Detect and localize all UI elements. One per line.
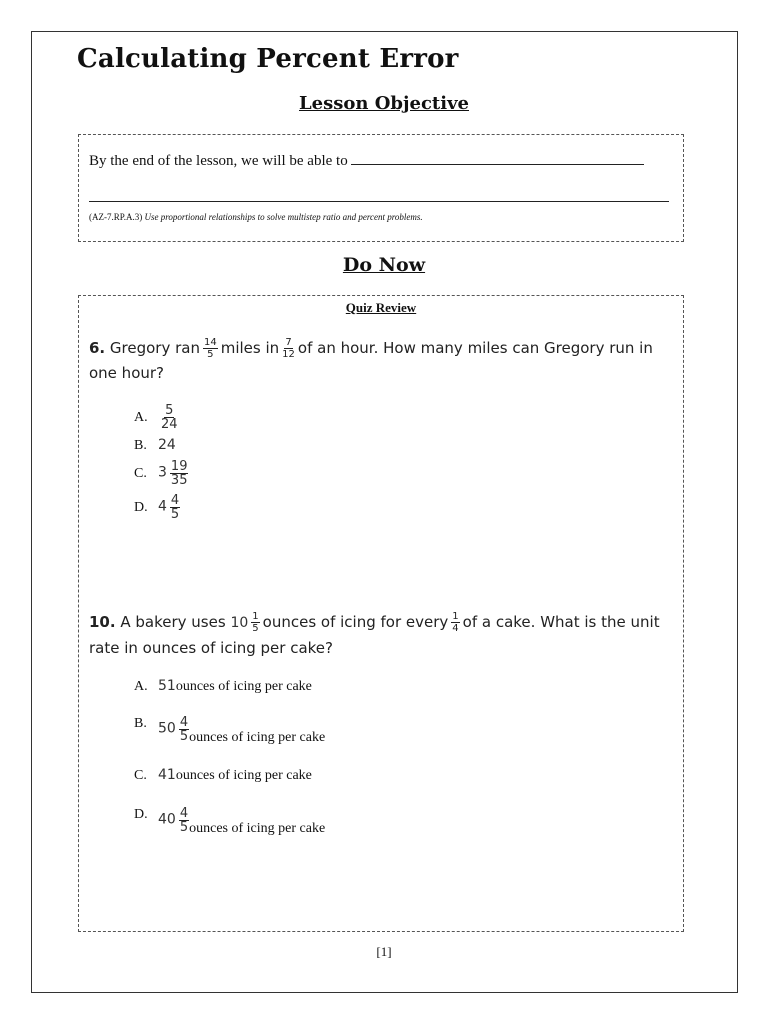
- question-text: ounces of icing for every: [262, 613, 449, 631]
- fraction: [203, 337, 218, 360]
- denominator: 5: [179, 820, 189, 835]
- answer-option-10c[interactable]: [134, 767, 312, 784]
- question-text: of a cake. What is the unit: [462, 613, 660, 631]
- answer-option-10b[interactable]: [134, 716, 325, 743]
- numerator: 1: [252, 611, 259, 622]
- numerator: 4: [179, 806, 189, 821]
- lesson-objective-heading: Lesson Objective: [299, 93, 469, 114]
- whole-number: 24: [158, 437, 176, 453]
- numerator: 7: [285, 337, 292, 348]
- question-text: A bakery uses: [120, 613, 226, 631]
- whole-number: 51: [158, 678, 176, 694]
- unit-text: ounces of icing per cake: [189, 820, 326, 836]
- denominator: 12: [282, 349, 295, 360]
- whole-number: 50: [158, 720, 176, 737]
- answer-option-6a[interactable]: [134, 404, 181, 431]
- answer-option-6b[interactable]: [134, 437, 176, 454]
- option-letter: B.: [134, 438, 147, 453]
- option-letter: A.: [134, 679, 148, 694]
- question-number: 6.: [89, 339, 106, 357]
- fraction: [282, 337, 295, 360]
- objective-sentence: [89, 152, 644, 170]
- question-text: one hour?: [89, 364, 164, 382]
- fraction: [179, 807, 189, 834]
- option-letter: C.: [134, 768, 147, 783]
- numerator: 1: [452, 611, 459, 622]
- standard-note: [89, 212, 423, 222]
- do-now-heading: Do Now: [342, 254, 426, 276]
- denominator: 24: [161, 417, 178, 432]
- question-text: Gregory ran: [109, 339, 200, 357]
- question-10: [89, 610, 679, 661]
- option-letter: C.: [134, 465, 147, 481]
- objective-blank-line: [351, 152, 644, 165]
- whole-number: 40: [158, 811, 176, 828]
- denominator: 4: [452, 623, 459, 634]
- whole-number: 3: [158, 464, 167, 481]
- question-text: rate in ounces of icing per cake?: [89, 639, 333, 657]
- option-letter: D.: [134, 807, 148, 822]
- denominator: 5: [207, 349, 214, 360]
- quiz-review-heading: Quiz Review: [345, 300, 417, 315]
- numerator: 4: [179, 715, 189, 730]
- numerator: 4: [170, 493, 180, 508]
- option-letter: A.: [134, 409, 148, 425]
- answer-option-10d[interactable]: [134, 807, 325, 834]
- page-number: [1]: [376, 944, 392, 959]
- denominator: 35: [170, 473, 188, 488]
- fraction: [251, 611, 259, 634]
- answer-option-6c[interactable]: [134, 460, 191, 487]
- unit-text: ounces of icing per cake: [175, 768, 312, 783]
- answer-option-10a[interactable]: [134, 678, 312, 695]
- fraction: [179, 716, 189, 743]
- question-6: [89, 336, 679, 386]
- objective-blank-line-2: [89, 201, 669, 202]
- objective-box: [78, 134, 684, 242]
- denominator: 5: [179, 729, 189, 744]
- numerator: 14: [204, 337, 217, 348]
- standard-code: (AZ-7.RP.A.3): [89, 212, 143, 222]
- numerator: 5: [165, 403, 174, 418]
- unit-text: ounces of icing per cake: [175, 679, 312, 694]
- fraction: [451, 611, 459, 634]
- whole-number: 10: [230, 615, 249, 631]
- denominator: 5: [252, 623, 259, 634]
- standard-text: Use proportional relationships to solve multistep ratio and percent problems.: [144, 212, 423, 222]
- whole-number: 41: [158, 767, 176, 783]
- page-title: Calculating Percent Error: [77, 44, 459, 74]
- question-number: 10.: [89, 613, 116, 631]
- question-text: miles in: [220, 339, 280, 357]
- unit-text: ounces of icing per cake: [189, 729, 326, 745]
- fraction: [170, 494, 180, 521]
- denominator: 5: [170, 507, 180, 522]
- do-now-box: [78, 295, 684, 932]
- answer-option-6d[interactable]: [134, 494, 183, 521]
- fraction: [161, 404, 178, 431]
- objective-text: By the end of the lesson, we will be able to: [89, 153, 348, 169]
- option-letter: D.: [134, 499, 148, 515]
- option-letter: B.: [134, 716, 147, 731]
- fraction: [170, 460, 189, 487]
- question-text: of an hour. How many miles can Gregory run in: [297, 339, 653, 357]
- whole-number: 4: [158, 498, 167, 515]
- numerator: 19: [170, 459, 188, 474]
